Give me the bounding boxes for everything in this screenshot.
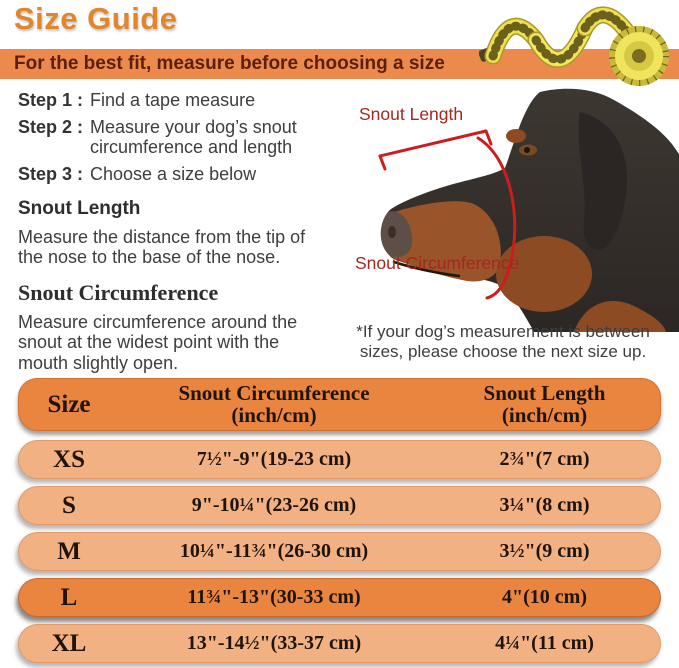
step-item bbox=[18, 90, 353, 110]
header-line: Snout Length bbox=[483, 380, 606, 405]
cell-circumference: 13"-14½"(33-37 cm) bbox=[186, 632, 362, 654]
step-text: Measure your dog’s snout circumference and length bbox=[90, 117, 297, 158]
cell-size: S bbox=[62, 491, 76, 519]
cell-length: 3½"(9 cm) bbox=[499, 540, 590, 562]
table-header-row bbox=[18, 378, 661, 431]
step-label: Step 3 : bbox=[18, 164, 84, 185]
cell-length: 3¼"(8 cm) bbox=[499, 494, 590, 516]
snout-length-callout: Snout Length bbox=[359, 104, 464, 124]
cell-size: L bbox=[60, 583, 78, 611]
table-row bbox=[18, 440, 661, 479]
cell-size: M bbox=[57, 537, 81, 565]
cell-circumference: 11¾"-13"(30-33 cm) bbox=[187, 586, 361, 608]
table-row bbox=[18, 486, 661, 525]
table-row bbox=[18, 578, 661, 617]
section-heading-snout-circumference: Snout Circumference bbox=[18, 279, 219, 305]
page-title: Size Guide bbox=[14, 1, 178, 36]
cell-length: 4"(10 cm) bbox=[502, 586, 587, 608]
section-heading-snout-length: Snout Length bbox=[18, 197, 141, 219]
header-cell-length bbox=[429, 380, 660, 427]
step-item bbox=[18, 117, 353, 157]
cell-size: XL bbox=[51, 629, 87, 657]
instructions-column bbox=[18, 90, 353, 373]
tape-measure-icon bbox=[479, 0, 679, 92]
snout-circumference-callout: Snout Circumference bbox=[355, 253, 520, 273]
cell-circumference: 7½"-9"(19-23 cm) bbox=[196, 448, 352, 470]
step-text: Find a tape measure bbox=[90, 90, 256, 110]
step-label: Step 2 : bbox=[18, 117, 84, 138]
header-unit: (inch/cm) bbox=[231, 402, 317, 427]
step-text: Choose a size below bbox=[90, 164, 257, 185]
header-cell-size: Size bbox=[47, 390, 91, 418]
snout-length-description: Measure the distance from the tip of the nose to the base of the nose. bbox=[18, 226, 306, 268]
size-table bbox=[18, 378, 661, 663]
header-line: Snout Circumference bbox=[178, 380, 370, 405]
step-label: Step 1 : bbox=[18, 90, 84, 110]
step-item bbox=[18, 164, 353, 184]
cell-length: 2¾"(7 cm) bbox=[499, 448, 590, 470]
banner-text: For the best fit, measure before choosing a size bbox=[14, 53, 445, 74]
cell-length: 4¼"(11 cm) bbox=[495, 632, 594, 654]
table-row bbox=[18, 532, 661, 571]
table-row bbox=[18, 624, 661, 663]
cell-size: XS bbox=[53, 445, 85, 473]
cell-circumference: 10¼"-11¾"(26-30 cm) bbox=[179, 540, 369, 562]
header-unit: (inch/cm) bbox=[501, 402, 588, 427]
snout-circumference-description: Measure circumference around the snout at the widest point with the mouth slightly open. bbox=[18, 311, 298, 373]
header-cell-circumference bbox=[119, 380, 429, 427]
sizing-note: *If your dog’s measurement is between sizes, please choose the next size up. bbox=[356, 322, 650, 362]
cell-circumference: 9"-10¼"(23-26 cm) bbox=[191, 494, 357, 516]
